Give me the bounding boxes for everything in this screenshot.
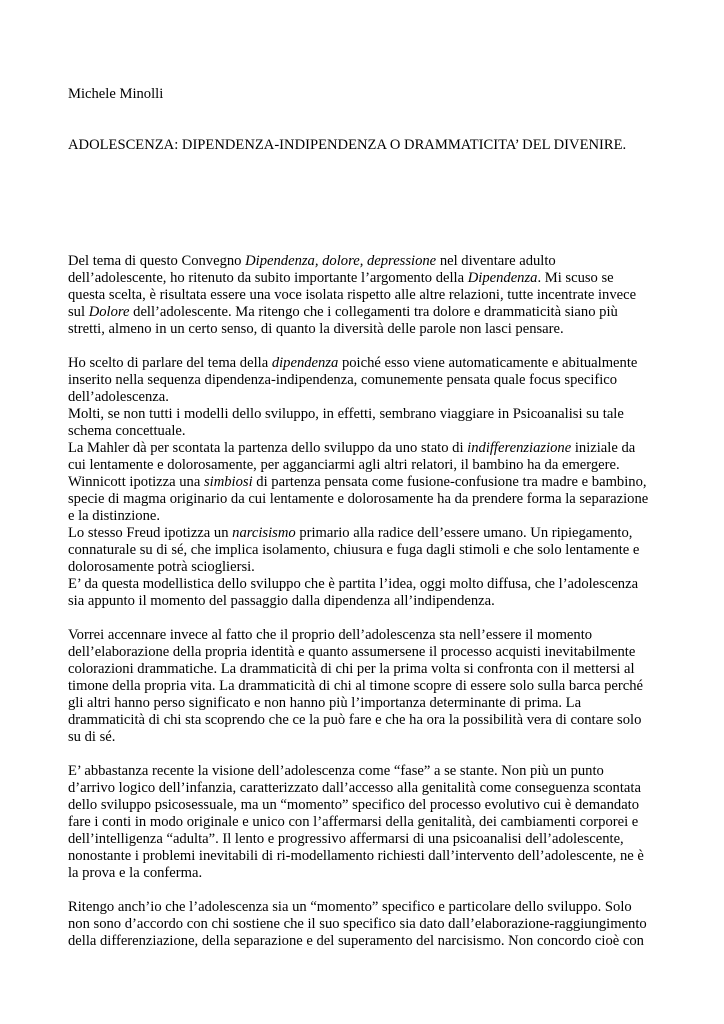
- paragraph: [68, 763, 658, 882]
- text-span: nel diventare adulto: [436, 253, 556, 269]
- text-span: Molti, se non tutti i modelli dello sviluppo, in effetti, sembrano viaggiare in Psicoanalisi su tale: [68, 406, 624, 422]
- text-span: . Mi scuso se: [537, 270, 614, 286]
- text-span: questa scelta, è risultata essere una voce isolata rispetto alle altre relazioni, tutte incentrate invece: [68, 287, 637, 303]
- text-span: iniziale da: [571, 440, 636, 456]
- text-line: [68, 576, 658, 593]
- text-span: E’ abbastanza recente la visione dell’adolescenza come “fase” a se stante. Non più un punto: [68, 763, 604, 779]
- text-span: colorazioni drammatiche. La drammaticità di chi per la prima volta si confronta con il mettersi al: [68, 661, 635, 677]
- text-line: [68, 627, 658, 644]
- text-line: [68, 270, 658, 287]
- text-span: di partenza pensata come fusione-confusione tra madre e bambino,: [252, 474, 647, 490]
- text-line: [68, 304, 658, 321]
- text-line: [68, 542, 658, 559]
- italic-text: Dipendenza: [467, 270, 538, 286]
- text-span: fare i conti in modo originale e unico con l’affermarsi della genitalità, dei cambiamenti corporei e: [68, 814, 639, 830]
- paragraph: [68, 899, 658, 950]
- text-line: [68, 695, 658, 712]
- text-line: [68, 678, 658, 695]
- text-span: Ho scelto di parlare del tema della: [68, 355, 272, 371]
- text-line: [68, 780, 658, 797]
- text-span: La Mahler dà per scontata la partenza dello sviluppo da uno stato di: [68, 440, 468, 456]
- text-span: e la distinzione.: [68, 508, 160, 524]
- text-span: poiché esso viene automaticamente e abitualmente: [338, 355, 638, 371]
- text-line: [68, 321, 658, 338]
- text-span: schema concettuale.: [68, 423, 186, 439]
- text-line: [68, 661, 658, 678]
- text-line: [68, 797, 658, 814]
- text-line: [68, 899, 658, 916]
- italic-text: indifferenziazione: [467, 440, 572, 456]
- paragraph-gap: [68, 338, 658, 355]
- text-span: timone della propria vita. La drammaticità di chi al timone scopre di essere solo sulla barca perché: [68, 678, 644, 694]
- text-span: primario alla radice dell’essere umano. Un ripiegamento,: [295, 525, 633, 541]
- text-line: [68, 457, 658, 474]
- text-line: [68, 491, 658, 508]
- text-span: sul: [68, 304, 89, 320]
- text-span: gli altri hanno perso significato e non hanno più l’importanza determinante di prima. La: [68, 695, 582, 711]
- italic-text: Dipendenza, dolore, depressione: [245, 253, 437, 269]
- text-line: [68, 355, 658, 372]
- text-span: della differenziazione, della separazione e del superamento del narcisismo. Non concordo cioè con: [68, 933, 644, 949]
- text-span: sia appunto il momento del passaggio dalla dipendenza all’indipendenza.: [68, 593, 495, 609]
- text-line: [68, 814, 658, 831]
- text-line: [68, 644, 658, 661]
- text-line: [68, 916, 658, 933]
- text-span: Ritengo anch’io che l’adolescenza sia un “momento” specifico e particolare dello sviluppo. Solo: [68, 899, 632, 915]
- paragraph: [68, 355, 658, 610]
- text-span: stretti, almeno in un certo senso, di quanto la diversità delle parole non lasci pensare.: [68, 321, 564, 337]
- text-line: [68, 712, 658, 729]
- italic-text: Dolore: [88, 304, 130, 320]
- paragraph: [68, 253, 658, 338]
- text-span: cui lentamente e dolorosamente, per agganciarmi agli altri relatori, il bambino ha da emergere.: [68, 457, 620, 473]
- text-span: su di sé.: [68, 729, 116, 745]
- text-line: [68, 831, 658, 848]
- text-span: E’ da questa modellistica dello sviluppo che è partita l’idea, oggi molto diffusa, che l’adolescenza: [68, 576, 639, 592]
- text-span: d’arrivo logico dell’infanzia, caratterizzato dall’accesso alla genitalità come conseguenza scontata: [68, 780, 641, 796]
- text-span: inserito nella sequenza dipendenza-indipendenza, comunemente pensata quale focus specifico: [68, 372, 618, 388]
- text-span: dello sviluppo psicosessuale, ma un “momento” specifico del processo evolutivo cui è demandato: [68, 797, 640, 813]
- text-line: [68, 508, 658, 525]
- text-line: [68, 253, 658, 270]
- text-span: specie di magma originario da cui lentamente e dolorosamente ha da prendere forma la separazione: [68, 491, 649, 507]
- text-span: dell’intelligenza “adulta”. Il lento e progressivo affermarsi di una psicoanalisi dell’adolescente,: [68, 831, 624, 847]
- paragraph-gap: [68, 610, 658, 627]
- text-line: [68, 865, 658, 882]
- text-span: nonostante i problemi inevitabili di ri-modellamento richiesti dall’intervento dell’adolescente, ne è: [68, 848, 644, 864]
- text-line: [68, 933, 658, 950]
- text-line: [68, 389, 658, 406]
- text-line: [68, 848, 658, 865]
- text-line: [68, 474, 658, 491]
- text-line: [68, 423, 658, 440]
- author-name: Michele Minolli: [68, 86, 164, 102]
- text-span: drammaticità di chi sta scoprendo che ce la può fare e che ha ora la possibilità vera di contare solo: [68, 712, 642, 728]
- text-line: [68, 525, 658, 542]
- text-span: dolorosamente potrà sciogliersi.: [68, 559, 255, 575]
- text-line: [68, 372, 658, 389]
- document-body: [68, 253, 658, 950]
- text-line: [68, 559, 658, 576]
- paragraph: [68, 627, 658, 746]
- paragraph-gap: [68, 882, 658, 899]
- text-line: [68, 440, 658, 457]
- italic-text: dipendenza: [271, 355, 339, 371]
- text-span: dell’adolescenza.: [68, 389, 169, 405]
- text-span: la prova e la conferma.: [68, 865, 203, 881]
- paragraph-gap: [68, 746, 658, 763]
- document-title: ADOLESCENZA: DIPENDENZA-INDIPENDENZA O DRAMMATICITA’ DEL DIVENIRE.: [68, 137, 627, 153]
- text-line: [68, 593, 658, 610]
- text-span: dell’adolescente, ho ritenuto da subito importante l’argomento della: [68, 270, 468, 286]
- text-span: Del tema di questo Convegno: [68, 253, 246, 269]
- italic-text: narcisismo: [232, 525, 296, 541]
- text-span: dell’elaborazione della propria identità e quanto assumersene il processo acquisti inevitabilmente: [68, 644, 636, 660]
- text-span: Winnicott ipotizza una: [68, 474, 204, 490]
- text-line: [68, 729, 658, 746]
- italic-text: simbiosi: [203, 474, 253, 490]
- text-line: [68, 763, 658, 780]
- text-span: Lo stesso Freud ipotizza un: [68, 525, 233, 541]
- text-span: dell’adolescente. Ma ritengo che i collegamenti tra dolore e drammaticità siano più: [129, 304, 618, 320]
- text-span: Vorrei accennare invece al fatto che il proprio dell’adolescenza sta nell’essere il momento: [68, 627, 593, 643]
- text-line: [68, 287, 658, 304]
- text-span: non sono d’accordo con chi sostiene che il suo specifico sia dato dall’elaborazione-raggiungimento: [68, 916, 647, 932]
- text-span: connaturale su di sé, che implica isolamento, chiusura e fuga dagli stimoli e che solo lentamente e: [68, 542, 640, 558]
- text-line: [68, 406, 658, 423]
